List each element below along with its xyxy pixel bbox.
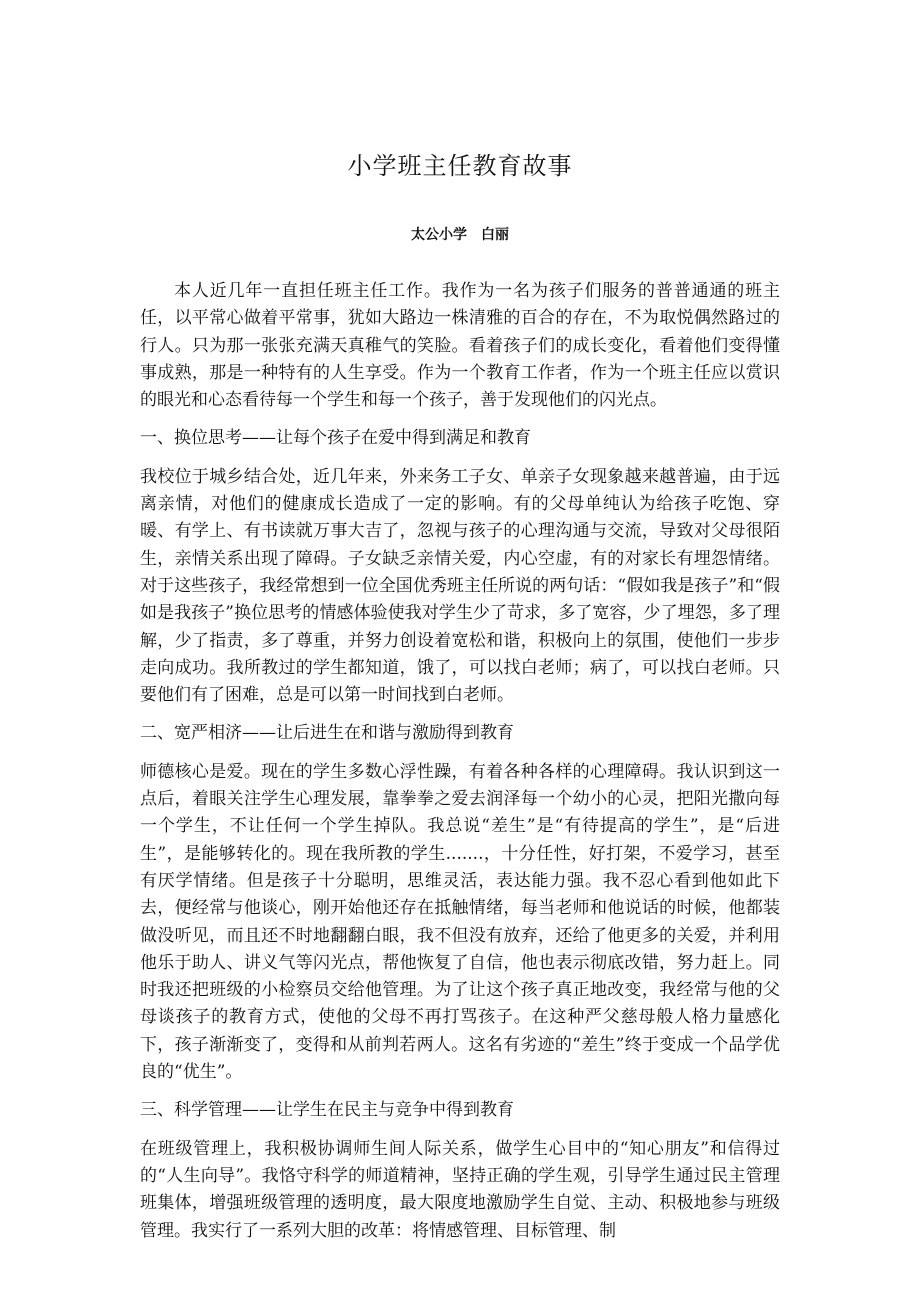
intro-paragraph: 本人近几年一直担任班主任工作。我作为一名为孩子们服务的普普通通的班主任，以平常心做着平常事，犹如大路边一株清雅的百合的存在，不为取悦偶然路过的行人。只为那一张张充满天真稚气的笑脸。看着孩子们的成长变化，看着他们变得懂事成熟，那是一种特有的人生享受。作为一个教育工作者，作为一个班主任应以赏识的眼光和心态看待每一个学生和每一个孩子，善于发现他们的闪光点。 xyxy=(140,281,780,411)
section-2-paragraph: 师德核心是爱。现在的学生多数心浮性躁，有着各种各样的心理障碍。我认识到这一点后，着眼关注学生心理发展，靠拳拳之爱去润泽每一个幼小的心灵，把阳光撒向每一个学生，不让任何一个学生掉队。我总说“差生”是“有待提高的学生”，是“后进生”，是能够转化的。现在我所教的学生.......，十分任性，好打架，不爱学习，甚至有厌学情绪。但是孩子十分聪明，思维灵活，表达能力强。我不忍心看到他如此下去，便经常与他谈心，刚开始他还存在抵触情绪，每当老师和他说话的时候，他都装做没听见，而且还不时地翻翻白眼，我不但没有放弃，还给了他更多的关爱，并利用他乐于助人、讲义气等闪光点，帮他恢复了自信，他也表示彻底改错，努力赶上。同时我还把班级的小检察员交给他管理。为了让这个孩子真正地改变，我经常与他的父母谈孩子的教育方式，使他的父母不再打骂孩子。在这种严父慈母般人格力量感化下，孩子渐渐变了，变得和从前判若两人。这名有劣迹的“差生”终于变成一个品学优良的“优生”。 xyxy=(140,761,780,1083)
document-title: 小学班主任教育故事 xyxy=(347,152,573,180)
section-2-heading: 二、宽严相济——让后进生在和谐与激励得到教育 xyxy=(140,723,514,744)
byline xyxy=(0,225,920,245)
section-3-paragraph: 在班级管理上，我积极协调师生间人际关系，做学生心目中的“知心朋友”和信得过的“人生向导”。我恪守科学的师道精神，坚持正确的学生观，引导学生通过民主管理班集体，增强班级管理的透明度，最大限度地激励学生自觉、主动、积极地参与班级管理。我实行了一系列大胆的改革：将情感管理、目标管理、制 xyxy=(140,1138,780,1241)
section-1-heading: 一、换位思考——让每个孩子在爱中得到满足和教育 xyxy=(140,428,531,449)
section-3-heading: 三、科学管理——让学生在民主与竞争中得到教育 xyxy=(140,1100,514,1121)
byline-school: 太公小学 xyxy=(411,227,467,243)
document-body xyxy=(140,278,780,1245)
byline-author: 白丽 xyxy=(481,227,509,243)
section-1-paragraph: 我校位于城乡结合处，近几年来，外来务工子女、单亲子女现象越来越普遍，由于远离亲情，对他们的健康成长造成了一定的影响。有的父母单纯认为给孩子吃饱、穿暖、有学上、有书读就万事大吉了，忽视与孩子的心理沟通与交流，导致对父母很陌生，亲情关系出现了障碍。子女缺乏亲情关爱，内心空虚，有的对家长有埋怨情绪。对于这些孩子，我经常想到一位全国优秀班主任所说的两句话：“假如我是孩子”和“假如是我孩子”换位思考的情感体验使我对学生少了苛求，多了宽容，少了埋怨，多了理解，少了指责，多了尊重，并努力创设着宽松和谐，积极向上的氛围，使他们一步步走向成功。我所教过的学生都知道，饿了，可以找白老师；病了，可以找白老师。只要他们有了困难，总是可以第一时间找到白老师。 xyxy=(140,466,780,706)
